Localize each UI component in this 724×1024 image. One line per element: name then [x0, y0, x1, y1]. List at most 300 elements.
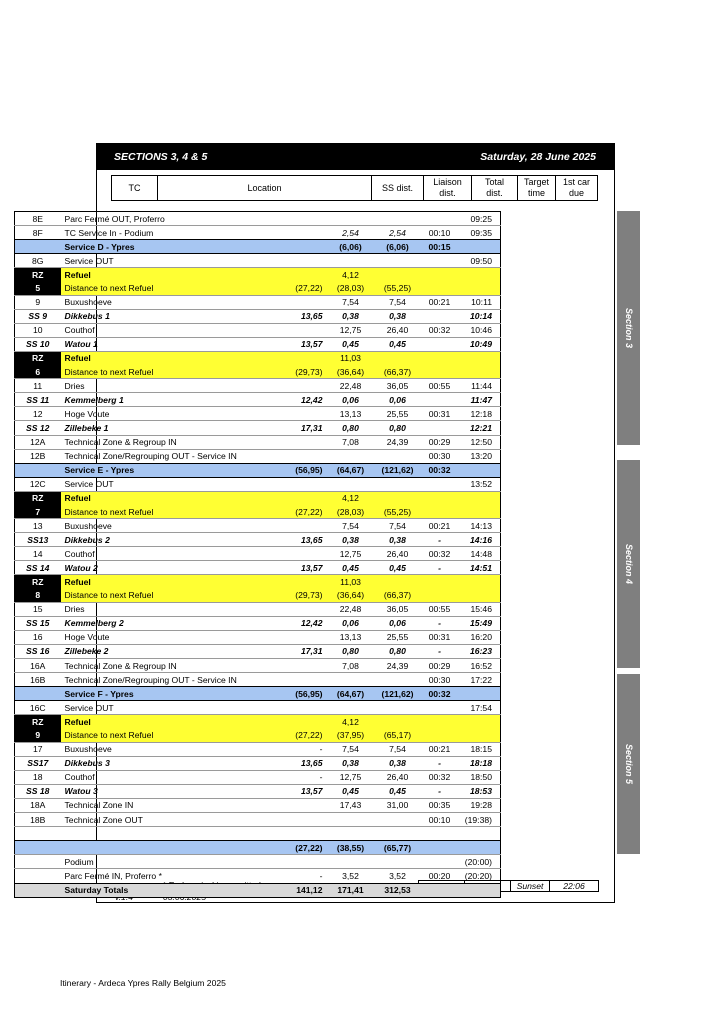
liaison-dist-cell: [327, 827, 375, 841]
location-cell: TC Service In - Podium: [61, 226, 275, 240]
first-car-due-cell: 15:49: [459, 616, 501, 630]
total-dist-cell: 0,45: [375, 561, 421, 575]
total-dist-cell: [375, 855, 421, 869]
tc-cell: SS13: [15, 533, 61, 547]
ss-dist-cell: 13,57: [275, 784, 327, 798]
itinerary-row: [15, 351, 501, 365]
itinerary-row: [15, 561, 501, 575]
total-dist-cell: 312,53: [375, 883, 421, 897]
target-time-cell: [421, 365, 459, 379]
target-time-cell: [421, 855, 459, 869]
liaison-dist-cell: 0,45: [327, 784, 375, 798]
first-car-due-cell: [459, 240, 501, 254]
location-cell: Distance to next Refuel: [61, 505, 275, 519]
total-dist-cell: 24,39: [375, 659, 421, 673]
itinerary-row: [15, 742, 501, 756]
total-dist-cell: 7,54: [375, 295, 421, 309]
ss-dist-cell: [275, 519, 327, 533]
target-time-cell: [421, 505, 459, 519]
first-car-due-cell: 09:50: [459, 254, 501, 268]
target-time-cell: [421, 827, 459, 841]
location-cell: Refuel: [61, 575, 275, 589]
total-dist-cell: (121,62): [375, 687, 421, 701]
itinerary-table: [14, 211, 501, 898]
ss-dist-cell: 17,31: [275, 421, 327, 435]
itinerary-row: [15, 547, 501, 561]
itinerary-row: [15, 798, 501, 812]
ss-dist-cell: [275, 855, 327, 869]
location-cell: Dikkebus 1: [61, 309, 275, 323]
total-dist-cell: 7,54: [375, 519, 421, 533]
itinerary-row: [15, 435, 501, 449]
ss-dist-cell: [275, 240, 327, 254]
liaison-dist-cell: 22,48: [327, 379, 375, 393]
total-dist-cell: 3,52: [375, 869, 421, 883]
ss-dist-cell: [275, 715, 327, 729]
target-time-cell: [421, 841, 459, 855]
itinerary-row: [15, 281, 501, 295]
day-date: Saturday, 28 June 2025: [480, 151, 596, 163]
liaison-dist-cell: (37,95): [327, 728, 375, 742]
liaison-dist-cell: 4,12: [327, 491, 375, 505]
liaison-dist-cell: 13,13: [327, 630, 375, 644]
first-car-due-cell: 12:21: [459, 421, 501, 435]
tc-cell: 16C: [15, 701, 61, 715]
total-dist-cell: 31,00: [375, 798, 421, 812]
target-time-cell: 00:32: [421, 770, 459, 784]
itinerary-row: [15, 379, 501, 393]
tc-cell: 13: [15, 519, 61, 533]
target-time-cell: 00:31: [421, 407, 459, 421]
liaison-dist-cell: (64,67): [327, 463, 375, 477]
tc-cell: 18: [15, 770, 61, 784]
location-cell: Technical Zone/Regrouping OUT - Service IN: [61, 449, 275, 463]
col-target-time: Target time: [518, 176, 556, 201]
itinerary-row: [15, 728, 501, 742]
location-cell: Dikkebus 2: [61, 533, 275, 547]
liaison-dist-cell: (36,64): [327, 365, 375, 379]
liaison-dist-cell: 0,38: [327, 309, 375, 323]
total-dist-cell: (65,77): [375, 841, 421, 855]
target-time-cell: 00:32: [421, 463, 459, 477]
ss-dist-cell: [275, 673, 327, 687]
location-cell: Service OUT: [61, 477, 275, 491]
target-time-cell: [421, 268, 459, 282]
first-car-due-cell: 10:49: [459, 337, 501, 351]
location-cell: Couthof: [61, 770, 275, 784]
sunset-label: Sunset: [511, 881, 550, 892]
first-car-due-cell: 17:54: [459, 701, 501, 715]
total-dist-cell: [375, 701, 421, 715]
first-car-due-cell: 15:46: [459, 602, 501, 616]
total-dist-cell: 26,40: [375, 770, 421, 784]
ss-dist-cell: (56,95): [275, 463, 327, 477]
location-cell: Refuel: [61, 351, 275, 365]
ss-dist-cell: (27,22): [275, 505, 327, 519]
ss-dist-cell: (27,22): [275, 841, 327, 855]
target-time-cell: 00:32: [421, 323, 459, 337]
location-cell: Technical Zone/Regrouping OUT - Service IN: [61, 673, 275, 687]
total-dist-cell: 36,05: [375, 379, 421, 393]
itinerary-row: [15, 770, 501, 784]
first-car-due-cell: [459, 715, 501, 729]
liaison-dist-cell: (6,06): [327, 240, 375, 254]
location-cell: [61, 827, 275, 841]
location-cell: Technical Zone IN: [61, 798, 275, 812]
ss-dist-cell: [275, 351, 327, 365]
first-car-due-cell: 18:50: [459, 770, 501, 784]
target-time-cell: 00:20: [421, 869, 459, 883]
target-time-cell: -: [421, 561, 459, 575]
first-car-due-cell: [459, 365, 501, 379]
ss-dist-cell: [275, 798, 327, 812]
itinerary-row: [15, 505, 501, 519]
liaison-dist-cell: [327, 813, 375, 827]
location-cell: Hoge Voute: [61, 630, 275, 644]
liaison-dist-cell: 7,08: [327, 659, 375, 673]
first-car-due-cell: [459, 589, 501, 603]
total-dist-cell: 0,06: [375, 393, 421, 407]
itinerary-row: [15, 254, 501, 268]
first-car-due-cell: [459, 687, 501, 701]
first-car-due-cell: [459, 351, 501, 365]
itinerary-row: [15, 841, 501, 855]
location-cell: Couthof: [61, 547, 275, 561]
sections-title: SECTIONS 3, 4 & 5: [114, 151, 208, 163]
tc-cell: [15, 687, 61, 701]
tc-cell: SS 18: [15, 784, 61, 798]
first-car-due-cell: 10:14: [459, 309, 501, 323]
liaison-dist-cell: 12,75: [327, 770, 375, 784]
total-dist-cell: 0,45: [375, 784, 421, 798]
itinerary-row: [15, 701, 501, 715]
location-cell: Service E - Ypres: [61, 463, 275, 477]
target-time-cell: 00:30: [421, 673, 459, 687]
tc-cell: 8G: [15, 254, 61, 268]
liaison-dist-cell: (38,55): [327, 841, 375, 855]
location-cell: Watou 3: [61, 784, 275, 798]
tc-cell: 16: [15, 630, 61, 644]
liaison-dist-cell: [327, 254, 375, 268]
liaison-dist-cell: 22,48: [327, 602, 375, 616]
location-cell: Parc Fermé OUT, Proferro: [61, 212, 275, 226]
itinerary-row: [15, 827, 501, 841]
tc-cell: SS 10: [15, 337, 61, 351]
target-time-cell: 00:31: [421, 630, 459, 644]
tc-cell: 18A: [15, 798, 61, 812]
liaison-dist-cell: 0,38: [327, 756, 375, 770]
ss-dist-cell: [275, 827, 327, 841]
itinerary-row: [15, 407, 501, 421]
tc-cell: 12C: [15, 477, 61, 491]
col-location: Location: [158, 176, 372, 201]
liaison-dist-cell: (64,67): [327, 687, 375, 701]
total-dist-cell: 25,55: [375, 630, 421, 644]
tc-cell: 11: [15, 379, 61, 393]
location-cell: Buxushoeve: [61, 295, 275, 309]
tc-cell: 14: [15, 547, 61, 561]
tc-cell: SS 16: [15, 644, 61, 658]
target-time-cell: [421, 575, 459, 589]
total-dist-cell: (66,37): [375, 589, 421, 603]
col-tc: TC: [112, 176, 158, 201]
location-cell: Dikkebus 3: [61, 756, 275, 770]
liaison-dist-cell: 0,06: [327, 393, 375, 407]
ss-dist-cell: (27,22): [275, 728, 327, 742]
ss-dist-cell: 12,42: [275, 616, 327, 630]
liaison-dist-cell: [327, 855, 375, 869]
tc-cell: [15, 827, 61, 841]
col-total-dist: Total dist.: [472, 176, 518, 201]
total-dist-cell: [375, 673, 421, 687]
total-dist-cell: 0,80: [375, 644, 421, 658]
total-dist-cell: 0,06: [375, 616, 421, 630]
total-dist-cell: (55,25): [375, 281, 421, 295]
first-car-due-cell: 18:18: [459, 756, 501, 770]
tc-cell: 10: [15, 323, 61, 337]
itinerary-row: [15, 240, 501, 254]
first-car-due-cell: 13:52: [459, 477, 501, 491]
tc-cell: 8: [15, 589, 61, 603]
ss-dist-cell: [275, 477, 327, 491]
ss-dist-cell: [275, 379, 327, 393]
total-dist-cell: 7,54: [375, 742, 421, 756]
liaison-dist-cell: [327, 701, 375, 715]
target-time-cell: [421, 477, 459, 491]
location-cell: Kemmelberg 1: [61, 393, 275, 407]
tc-cell: RZ: [15, 351, 61, 365]
target-time-cell: [421, 715, 459, 729]
first-car-due-cell: 09:35: [459, 226, 501, 240]
total-dist-cell: [375, 351, 421, 365]
total-dist-cell: [375, 715, 421, 729]
liaison-dist-cell: 171,41: [327, 883, 375, 897]
itinerary-row: [15, 365, 501, 379]
total-dist-cell: [375, 268, 421, 282]
tc-cell: 8E: [15, 212, 61, 226]
liaison-dist-cell: [327, 212, 375, 226]
liaison-dist-cell: [327, 673, 375, 687]
itinerary-row: [15, 855, 501, 869]
ss-dist-cell: [275, 575, 327, 589]
itinerary-row: [15, 616, 501, 630]
itinerary-row: [15, 309, 501, 323]
itinerary-row: [15, 575, 501, 589]
ss-dist-cell: [275, 212, 327, 226]
itinerary-row: [15, 756, 501, 770]
location-cell: Refuel: [61, 491, 275, 505]
target-time-cell: -: [421, 644, 459, 658]
ss-dist-cell: 17,31: [275, 644, 327, 658]
target-time-cell: [421, 883, 459, 897]
liaison-dist-cell: [327, 449, 375, 463]
tc-cell: 9: [15, 728, 61, 742]
title-bar: [97, 144, 614, 170]
itinerary-row: [15, 883, 501, 897]
itinerary-row: [15, 323, 501, 337]
itinerary-row: [15, 630, 501, 644]
ss-dist-cell: 13,57: [275, 561, 327, 575]
target-time-cell: [421, 393, 459, 407]
total-dist-cell: 26,40: [375, 547, 421, 561]
location-cell: Watou 2: [61, 561, 275, 575]
tc-cell: RZ: [15, 575, 61, 589]
target-time-cell: [421, 589, 459, 603]
target-time-cell: 00:29: [421, 435, 459, 449]
first-car-due-cell: 17:22: [459, 673, 501, 687]
ss-dist-cell: [275, 630, 327, 644]
tc-cell: SS 12: [15, 421, 61, 435]
location-cell: Distance to next Refuel: [61, 281, 275, 295]
liaison-dist-cell: 0,45: [327, 337, 375, 351]
ss-dist-cell: [275, 295, 327, 309]
ss-dist-cell: [275, 254, 327, 268]
ss-dist-cell: 141,12: [275, 883, 327, 897]
location-cell: Buxushoeve: [61, 519, 275, 533]
target-time-cell: [421, 421, 459, 435]
total-dist-cell: [375, 254, 421, 268]
itinerary-row: [15, 393, 501, 407]
target-time-cell: 00:21: [421, 519, 459, 533]
first-car-due-cell: (19:38): [459, 813, 501, 827]
liaison-dist-cell: 7,54: [327, 295, 375, 309]
first-car-due-cell: 13:20: [459, 449, 501, 463]
ss-dist-cell: -: [275, 742, 327, 756]
itinerary-row: [15, 295, 501, 309]
total-dist-cell: 36,05: [375, 602, 421, 616]
location-cell: Service F - Ypres: [61, 687, 275, 701]
tc-cell: SS 14: [15, 561, 61, 575]
ss-dist-cell: -: [275, 869, 327, 883]
first-car-due-cell: [459, 463, 501, 477]
location-cell: Service D - Ypres: [61, 240, 275, 254]
location-cell: Distance to next Refuel: [61, 728, 275, 742]
liaison-dist-cell: 2,54: [327, 226, 375, 240]
total-dist-cell: (6,06): [375, 240, 421, 254]
itinerary-row: [15, 268, 501, 282]
first-car-due-cell: 12:18: [459, 407, 501, 421]
first-car-due-cell: 16:52: [459, 659, 501, 673]
target-time-cell: 00:21: [421, 295, 459, 309]
itinerary-row: [15, 212, 501, 226]
ss-dist-cell: [275, 547, 327, 561]
target-time-cell: 00:32: [421, 687, 459, 701]
tc-cell: [15, 855, 61, 869]
location-cell: Technical Zone OUT: [61, 813, 275, 827]
ss-dist-cell: 13,65: [275, 756, 327, 770]
ss-dist-cell: (56,95): [275, 687, 327, 701]
ss-dist-cell: -: [275, 770, 327, 784]
first-car-due-cell: 16:23: [459, 644, 501, 658]
liaison-dist-cell: [327, 477, 375, 491]
page-footer: Itinerary - Ardeca Ypres Rally Belgium 2025: [60, 978, 226, 988]
col-liaison-dist: Liaison dist.: [424, 176, 472, 201]
location-cell: Service OUT: [61, 254, 275, 268]
location-cell: Watou 1: [61, 337, 275, 351]
first-car-due-cell: [459, 841, 501, 855]
sunset-time: 22:06: [550, 881, 599, 892]
location-cell: Service OUT: [61, 701, 275, 715]
tc-cell: 18B: [15, 813, 61, 827]
section-5-tab: Section 5: [617, 674, 640, 854]
location-cell: Zillebeke 1: [61, 421, 275, 435]
location-cell: Distance to next Refuel: [61, 589, 275, 603]
tc-cell: 6: [15, 365, 61, 379]
target-time-cell: [421, 212, 459, 226]
tc-cell: [15, 841, 61, 855]
itinerary-row: [15, 463, 501, 477]
location-cell: Saturday Totals: [61, 883, 275, 897]
location-cell: Podium: [61, 855, 275, 869]
itinerary-row: [15, 589, 501, 603]
target-time-cell: -: [421, 756, 459, 770]
total-dist-cell: [375, 212, 421, 226]
liaison-dist-cell: 13,13: [327, 407, 375, 421]
first-car-due-cell: 10:46: [459, 323, 501, 337]
liaison-dist-cell: 11,03: [327, 575, 375, 589]
target-time-cell: -: [421, 784, 459, 798]
liaison-dist-cell: 0,80: [327, 644, 375, 658]
tc-cell: SS17: [15, 756, 61, 770]
ss-dist-cell: 12,42: [275, 393, 327, 407]
ss-dist-cell: [275, 491, 327, 505]
target-time-cell: -: [421, 533, 459, 547]
itinerary-row: [15, 533, 501, 547]
location-cell: Refuel: [61, 715, 275, 729]
total-dist-cell: 2,54: [375, 226, 421, 240]
total-dist-cell: 24,39: [375, 435, 421, 449]
tc-cell: 8F: [15, 226, 61, 240]
itinerary-row: [15, 602, 501, 616]
tc-cell: RZ: [15, 715, 61, 729]
total-dist-cell: [375, 477, 421, 491]
tc-cell: RZ: [15, 491, 61, 505]
target-time-cell: 00:10: [421, 226, 459, 240]
location-cell: Refuel: [61, 268, 275, 282]
col-ss-dist: SS dist.: [372, 176, 424, 201]
total-dist-cell: 0,45: [375, 337, 421, 351]
liaison-dist-cell: 0,45: [327, 561, 375, 575]
ss-dist-cell: (29,73): [275, 589, 327, 603]
target-time-cell: 00:55: [421, 379, 459, 393]
tc-cell: RZ: [15, 268, 61, 282]
first-car-due-cell: 11:47: [459, 393, 501, 407]
liaison-dist-cell: 3,52: [327, 869, 375, 883]
first-car-due-cell: [459, 505, 501, 519]
tc-cell: [15, 240, 61, 254]
itinerary-row: [15, 337, 501, 351]
first-car-due-cell: 12:50: [459, 435, 501, 449]
ss-dist-cell: [275, 435, 327, 449]
tc-cell: 12B: [15, 449, 61, 463]
first-car-due-cell: 10:11: [459, 295, 501, 309]
itinerary-row: [15, 813, 501, 827]
location-cell: Kemmelberg 2: [61, 616, 275, 630]
location-cell: Hoge Voute: [61, 407, 275, 421]
location-cell: Technical Zone & Regroup IN: [61, 435, 275, 449]
total-dist-cell: 0,38: [375, 309, 421, 323]
liaison-dist-cell: (28,03): [327, 505, 375, 519]
tc-cell: 7: [15, 505, 61, 519]
liaison-dist-cell: 12,75: [327, 323, 375, 337]
location-cell: Dries: [61, 602, 275, 616]
target-time-cell: 00:15: [421, 240, 459, 254]
ss-dist-cell: [275, 323, 327, 337]
first-car-due-cell: 14:51: [459, 561, 501, 575]
first-car-due-cell: [459, 728, 501, 742]
liaison-dist-cell: 7,54: [327, 742, 375, 756]
first-car-due-cell: 11:44: [459, 379, 501, 393]
